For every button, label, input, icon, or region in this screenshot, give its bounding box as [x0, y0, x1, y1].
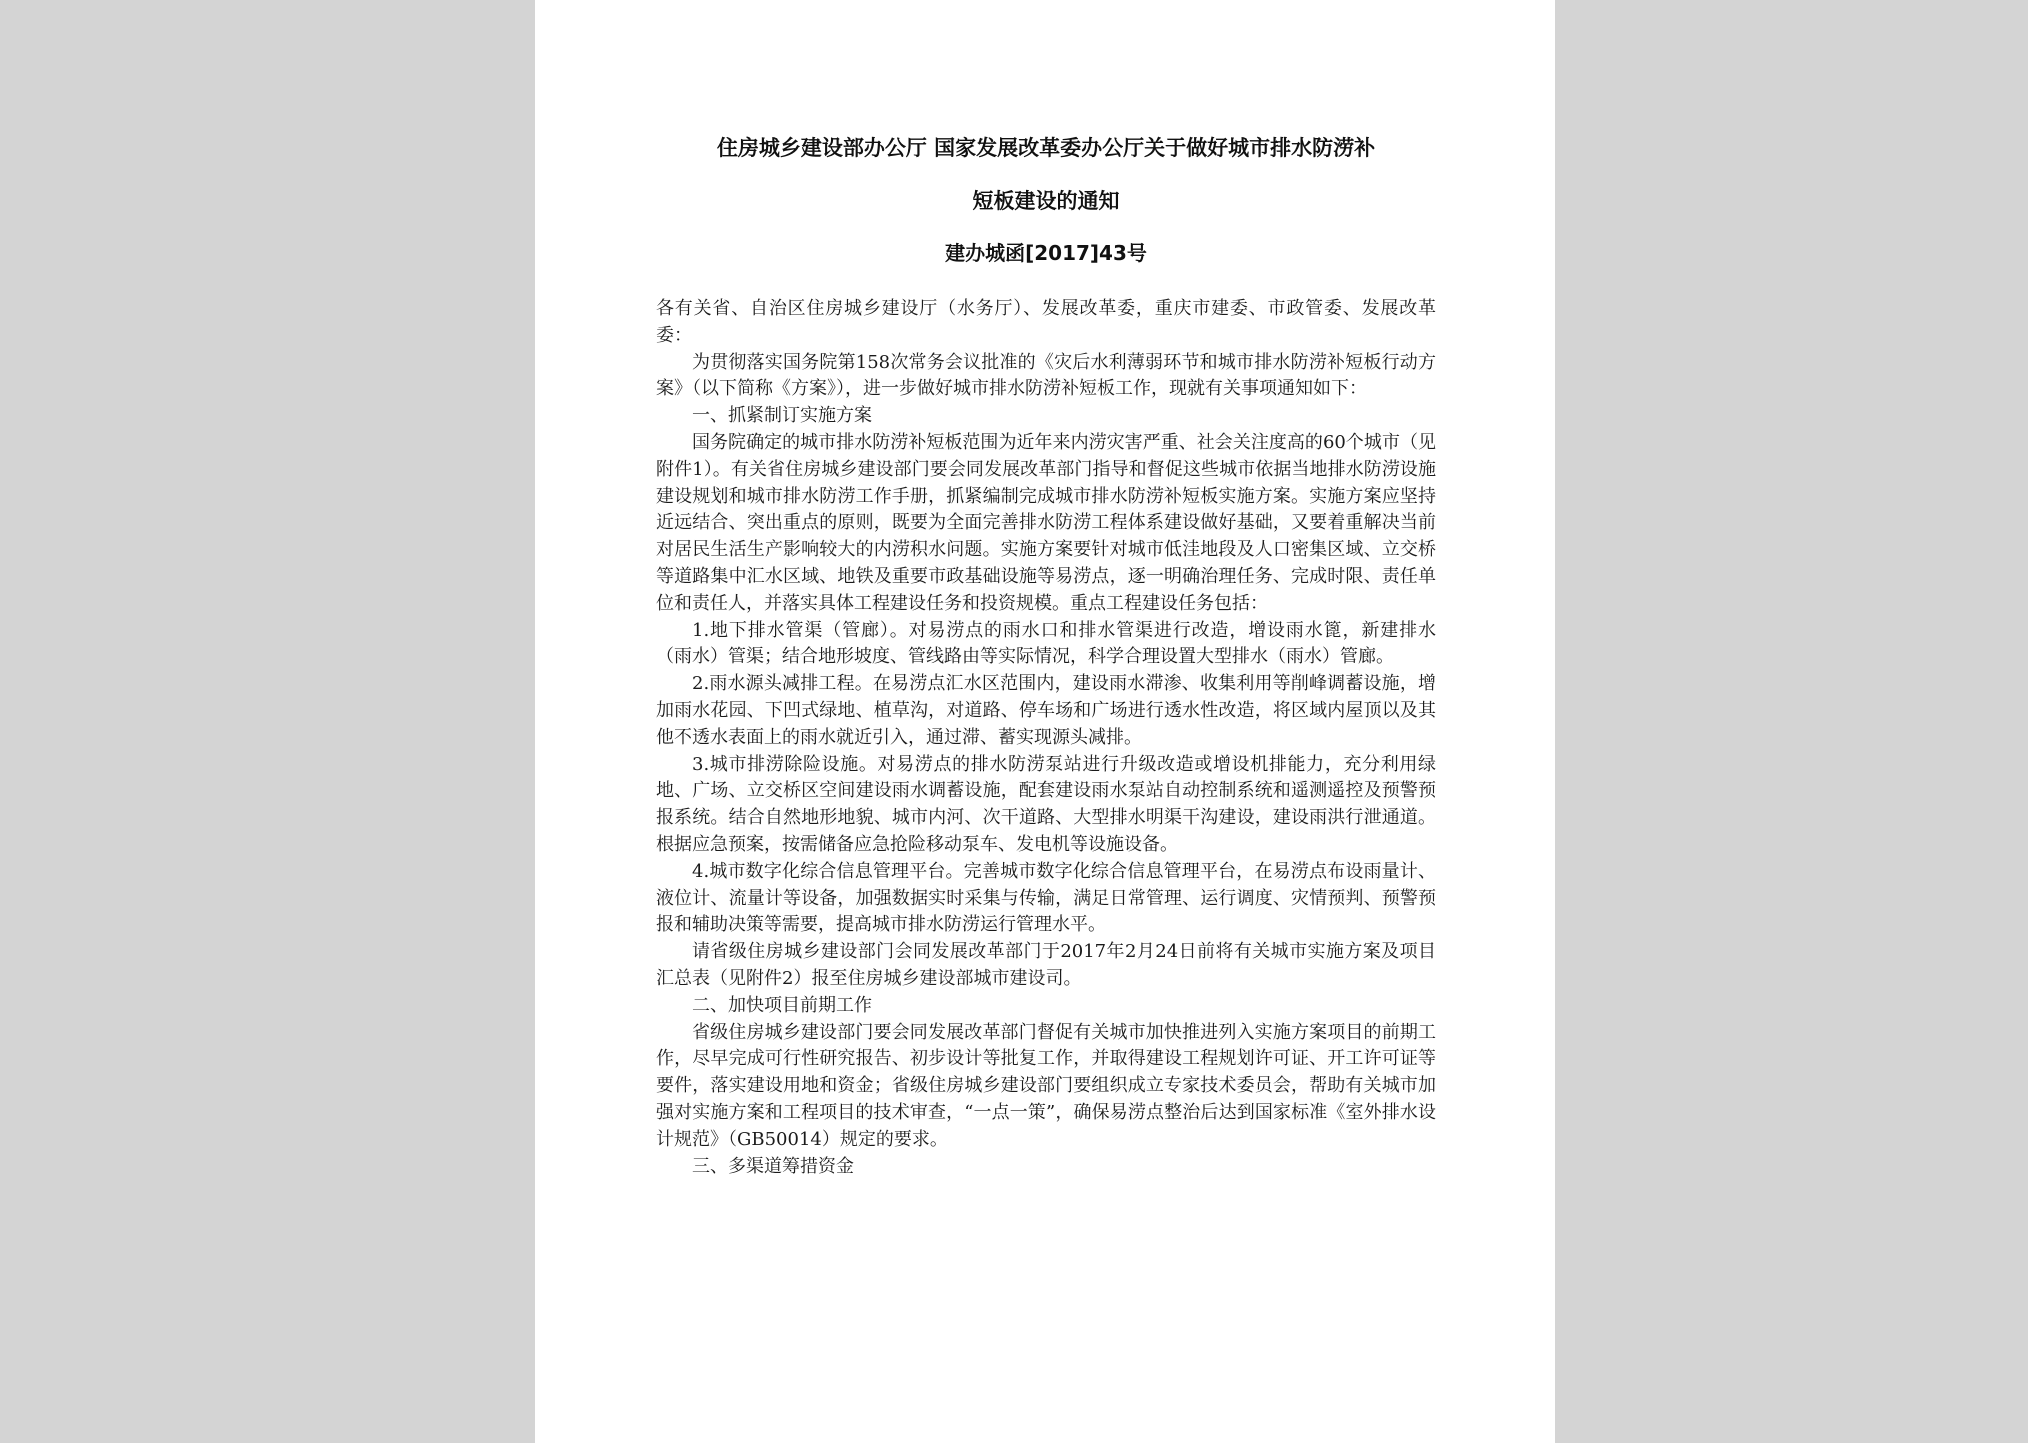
document-title-line-2: 短板建设的通知: [972, 189, 1120, 213]
list-item-2: 2.雨水源头减排工程。在易涝点汇水区范围内，建设雨水滞渗、收集利用等削峰调蓄设施，增加雨水花园、下凹式绿地、植草沟，对道路、停车场和广场进行透水性改造，将区域内屋顶以及其他不透水表面上的雨水就近引入，通过滞、蓄实现源头减排。: [656, 673, 1436, 748]
section-heading-1: 一、抓紧制订实施方案: [692, 405, 872, 427]
list-item-4: 4.城市数字化综合信息管理平台。完善城市数字化综合信息管理平台，在易涝点布设雨量计、液位计、流量计等设备，加强数据实时采集与传输，满足日常管理、运行调度、灾情预判、预警预报和辅助决策等需要，提高城市排水防涝运行管理水平。: [656, 860, 1436, 936]
intro-paragraph: 为贯彻落实国务院第158次常务会议批准的《灾后水利薄弱环节和城市排水防涝补短板行动方案》（以下简称《方案》），进一步做好城市排水防涝补短板工作，现就有关事项通知如下：: [656, 351, 1436, 400]
document-body: [656, 296, 1436, 1180]
body-paragraph: 请省级住房城乡建设部门会同发展改革部门于2017年2月24日前将有关城市实施方案及项目汇总表（见附件2）报至住房城乡建设部城市建设司。: [656, 941, 1436, 989]
section-heading-3: 三、多渠道筹措资金: [692, 1155, 854, 1177]
page-content: [656, 133, 1436, 1180]
addressee: 各有关省、自治区住房城乡建设厅（水务厅）、发展改革委，重庆市建委、市政管委、发展改革委：: [656, 298, 1436, 346]
list-item-1: 1.地下排水管渠（管廊）。对易涝点的雨水口和排水管渠进行改造，增设雨水篦，新建排水（雨水）管渠；结合地形坡度、管线路由等实际情况，科学合理设置大型排水（雨水）管廊。: [656, 619, 1436, 668]
section-heading-2: 二、加快项目前期工作: [692, 994, 872, 1016]
body-paragraph: 省级住房城乡建设部门要会同发展改革部门督促有关城市加快推进列入实施方案项目的前期工作，尽早完成可行性研究报告、初步设计等批复工作，并取得建设工程规划许可证、开工许可证等要件，落实建设用地和资金；省级住房城乡建设部门要组织成立专家技术委员会，帮助有关城市加强对实施方案和工程项目的技术审查，“一点一策”，确保易涝点整治后达到国家标准《室外排水设计规范》（GB50014）规定的要求。: [656, 1021, 1436, 1150]
body-paragraph: 国务院确定的城市排水防涝补短板范围为近年来内涝灾害严重、社会关注度高的60个城市（见附件1）。有关省住房城乡建设部门要会同发展改革部门指导和督促这些城市依据当地排水防涝设施建设规划和城市排水防涝工作手册，抓紧编制完成城市排水防涝补短板实施方案。实施方案应坚持近远结合、突出重点的原则，既要为全面完善排水防涝工程体系建设做好基础，又要着重解决当前对居民生活生产影响较大的内涝积水问题。实施方案要针对城市低洼地段及人口密集区域、立交桥等道路集中汇水区域、地铁及重要市政基础设施等易涝点，逐一明确治理任务、完成时限、责任单位和责任人，并落实具体工程建设任务和投资规模。重点工程建设任务包括：: [656, 431, 1436, 614]
document-page: [535, 0, 1555, 1443]
document-title-line-1: 住房城乡建设部办公厅 国家发展改革委办公厅关于做好城市排水防涝补: [716, 136, 1376, 160]
document-number: 建办城函[2017]43号: [945, 241, 1147, 265]
list-item-3: 3.城市排涝除险设施。对易涝点的排水防涝泵站进行升级改造或增设机排能力，充分利用绿地、广场、立交桥区空间建设雨水调蓄设施，配套建设雨水泵站自动控制系统和遥测遥控及预警预报系统。结合自然地形地貌、城市内河、次干道路、大型排水明渠干沟建设，建设雨洪行泄通道。根据应急预案，按需储备应急抢险移动泵车、发电机等设施设备。: [656, 753, 1436, 855]
